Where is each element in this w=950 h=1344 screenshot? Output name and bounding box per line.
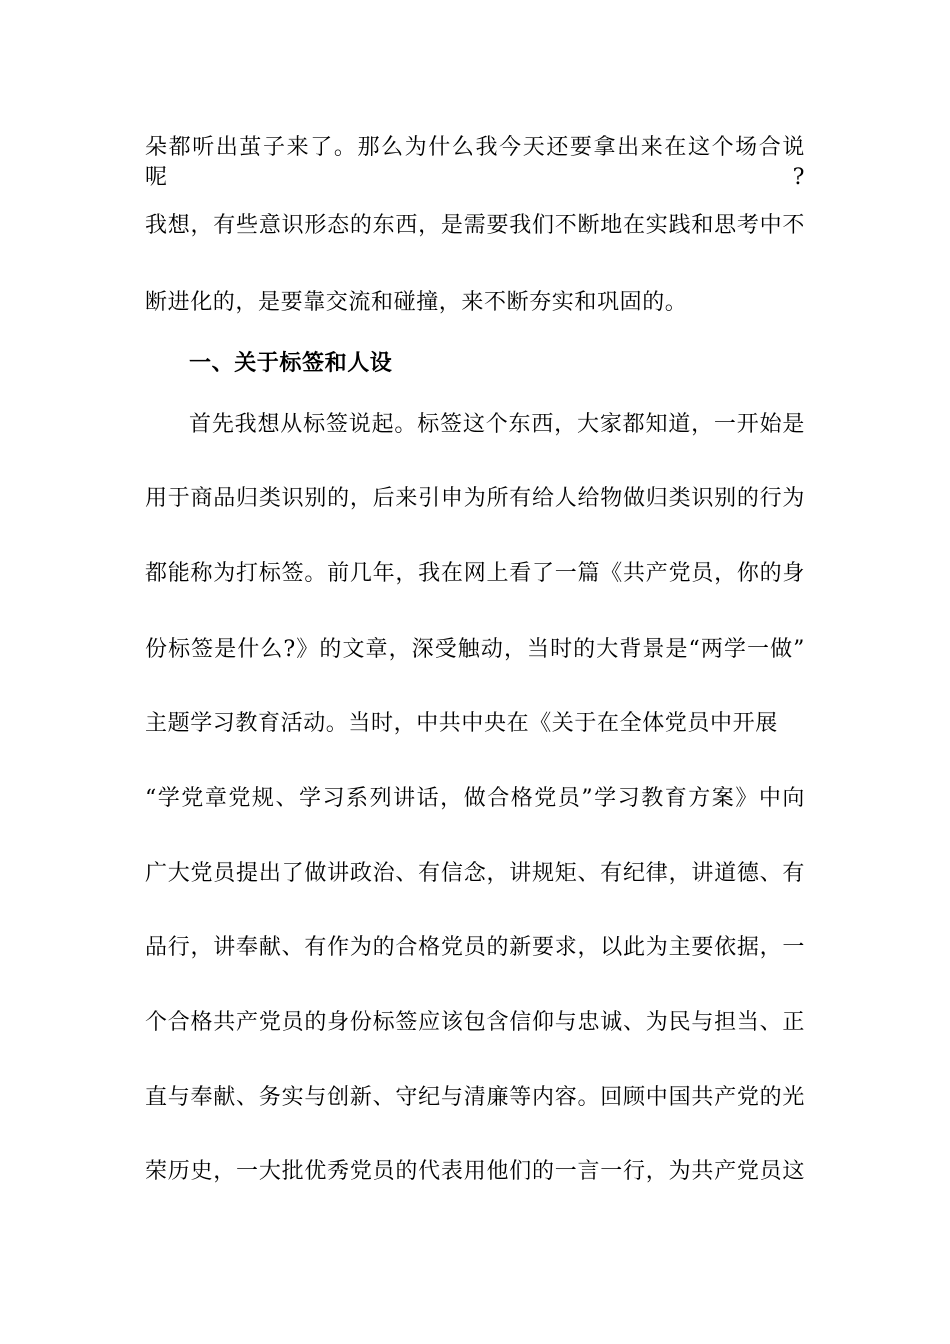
- paragraph-line: 份标签是什么?》的文章，深受触动，当时的大背景是“两学一做”: [145, 637, 805, 662]
- paragraph-line: 都能称为打标签。前几年，我在网上看了一篇《共产党员，你的身: [145, 561, 805, 586]
- paragraph-line: 个合格共产党员的身份标签应该包含信仰与忠诚、为民与担当、正: [145, 1010, 805, 1035]
- text-line: 断进化的，是要靠交流和碰撞，来不断夯实和巩固的。: [145, 290, 688, 315]
- paragraph-line: 主题学习教育活动。当时，中共中央在《关于在全体党员中开展: [145, 711, 778, 736]
- paragraph-line: 广大党员提出了做讲政治、有信念，讲规矩、有纪律，讲道德、有: [145, 861, 805, 886]
- paragraph-line: 品行，讲奉献、有作为的合格党员的新要求，以此为主要依据，一: [145, 935, 805, 960]
- text-line: 朵都听出茧子来了。那么为什么我今天还要拿出来在这个场合说呢?: [145, 135, 805, 190]
- paragraph-line: 用于商品归类识别的，后来引申为所有给人给物做归类识别的行为: [145, 486, 805, 511]
- paragraph-line: 直与奉献、务实与创新、守纪与清廉等内容。回顾中国共产党的光: [145, 1085, 805, 1110]
- paragraph-line: “学党章党规、学习系列讲话，做合格党员”学习教育方案》中向: [145, 786, 805, 811]
- section-heading: 一、关于标签和人设: [189, 350, 393, 376]
- text-line: 我想，有些意识形态的东西，是需要我们不断地在实践和思考中不: [145, 213, 805, 238]
- paragraph-line: 荣历史，一大批优秀党员的代表用他们的一言一行，为共产党员这: [145, 1159, 805, 1184]
- paragraph-line: 首先我想从标签说起。标签这个东西，大家都知道，一开始是: [189, 412, 805, 437]
